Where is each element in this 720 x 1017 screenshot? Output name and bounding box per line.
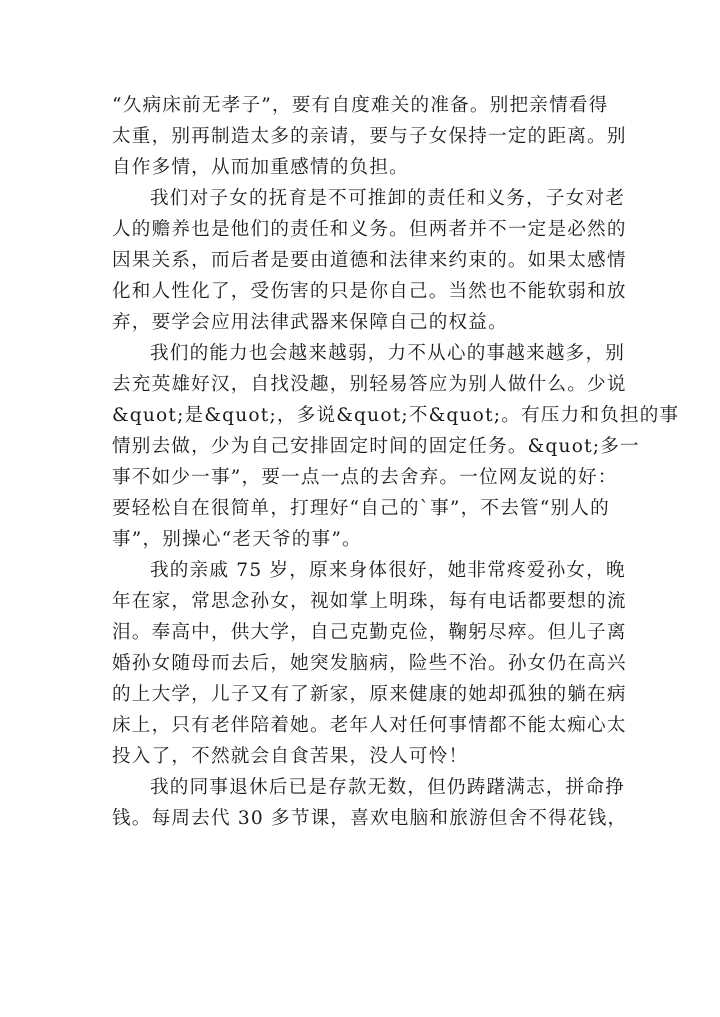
text-line: 泪。奉高中，供大学，自己克勤克俭，鞠躬尽瘁。但儿子离	[112, 622, 627, 643]
text-line: 自作多情，从而加重感情的负担。	[112, 157, 409, 178]
text-line: 投入了，不然就会自食苦果，没人可怜！	[112, 746, 469, 767]
text-line: 的上大学，儿子又有了新家，原来健康的她却孤独的躺在病	[112, 684, 627, 705]
text-line: &quot;是&quot;，多说&quot;不&quot;。有压力和负担的事	[112, 405, 680, 426]
text-line: 弃，要学会应用法律武器来保障自己的权益。	[112, 312, 508, 333]
text-line: 要轻松自在很简单，打理好“自己的`事”，不去管“别人的	[112, 498, 610, 519]
text-line: 我的同事退休后已是存款无数，但仍踌躇满志，拼命挣	[150, 777, 626, 798]
text-line: 事”，别操心“老天爷的事”。	[112, 529, 362, 550]
text-line: 去充英雄好汉，自找没趣，别轻易答应为别人做什么。少说	[112, 374, 627, 395]
text-line: 情别去做，少为自己安排固定时间的固定任务。&quot;多一	[112, 436, 640, 457]
text-line: 化和人性化了，受伤害的只是你自己。当然也不能软弱和放	[112, 281, 627, 302]
text-line: 床上，只有老伴陪着她。老年人对任何事情都不能太痴心太	[112, 715, 627, 736]
text-line: 我的亲戚 75 岁，原来身体很好，她非常疼爱孙女，晚	[150, 560, 626, 581]
body-text	[112, 90, 680, 834]
text-line: 婚孙女随母而去后，她突发脑病，险些不治。孙女仍在高兴	[112, 653, 627, 674]
text-line: 人的赡养也是他们的责任和义务。但两者并不一定是必然的	[112, 219, 627, 240]
text-line: 因果关系，而后者是要由道德和法律来约束的。如果太感情	[112, 250, 627, 271]
text-line: 钱。每周去代 30 多节课，喜欢电脑和旅游但舍不得花钱，	[112, 808, 628, 829]
text-line: “久病床前无孝子”，要有自度难关的准备。别把亲情看得	[112, 95, 609, 116]
text-line: 年在家，常思念孙女，视如掌上明珠，每有电话都要想的流	[112, 591, 627, 612]
text-line: 我们对子女的抚育是不可推卸的责任和义务，子女对老	[150, 188, 626, 209]
text-line: 太重，别再制造太多的亲请，要与子女保持一定的距离。别	[112, 126, 627, 147]
text-line: 我们的能力也会越来越弱，力不从心的事越来越多，别	[150, 343, 626, 364]
text-line: 事不如少一事”，要一点一点的去舍弃。一位网友说的好：	[112, 467, 618, 488]
